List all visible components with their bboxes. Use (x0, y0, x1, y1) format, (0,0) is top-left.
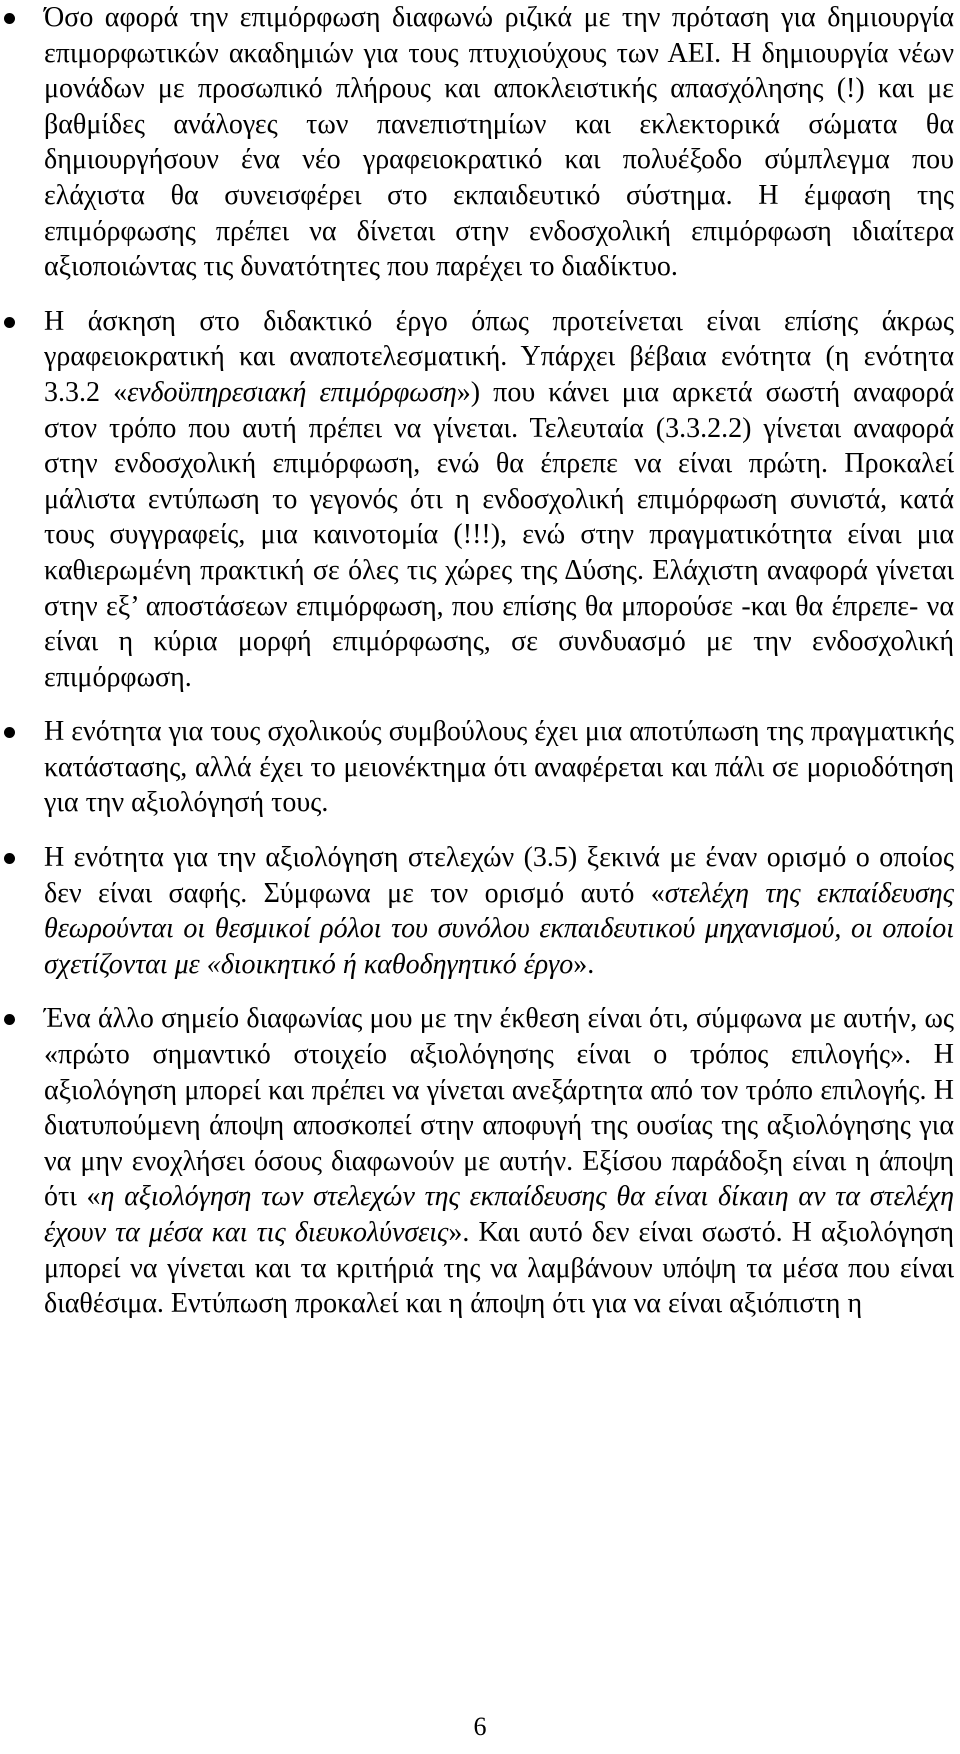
bullet-dot-icon (4, 13, 15, 24)
bullet-text (44, 1001, 954, 1321)
text-segment: Η άσκηση στο διδακτικό έργο όπως προτείνεται είναι επίσης άκρως γραφειοκρατική και αναποτελεσματική. Υπάρχει βέβαια ενότητα (η ενότητα 3.3.2 « (44, 305, 954, 408)
bullet-text (44, 840, 954, 982)
text-segment: ». (573, 948, 595, 980)
page-number: 6 (473, 1712, 487, 1741)
bullet-item-executive-evaluation (0, 840, 960, 982)
bullet-item-teaching-practice (0, 304, 960, 696)
bullet-dot-icon (4, 317, 15, 328)
italic-text-segment: η αξιολόγηση των στελεχών της εκπαίδευσης θα είναι δίκαιη αν τα στελέχη έχουν τα μέσα και τις διευκολύνσεις (44, 1181, 954, 1248)
text-segment: Η ενότητα για την αξιολόγηση στελεχών (3.5) ξεκινά με έναν ορισμό ο οποίος δεν είναι σαφής. Σύμφωνα με τον ορισμό αυτό « (44, 842, 954, 909)
text-segment: Όσο αφορά την επιμόρφωση διαφωνώ ριζικά με την πρόταση για δημιουργία επιμορφωτικών ακαδημιών για τους πτυχιούχους των ΑΕΙ. Η δημιουργία νέων μονάδων με προσωπικό πλήρους και αποκλειστικής απασχόλησης (!) και με βαθμίδες ανάλογες των πανεπιστημίων και εκλεκτορικά σώματα θα δημιουργήσουν ένα νέο γραφειοκρατικό και πολυέξοδο σύμπλεγμα που ελάχιστα θα συνεισφέρει στο εκπαιδευτικό σύστημα. Η έμφαση της επιμόρφωσης πρέπει να δίνεται στην ενδοσχολική επιμόρφωση ιδιαίτερα αξιοποιώντας τις δυνατότητες που παρέχει το διαδίκτυο. (44, 2, 954, 283)
text-segment: ». Και αυτό δεν είναι σωστό. Η αξιολόγηση μπορεί να γίνεται και τα κριτήριά της να λαμβάνουν υπόψη τα μέσα που είναι διαθέσιμα. Εντύπωση προκαλεί και η άποψη ότι για να είναι αξιόπιστη η (44, 1217, 954, 1320)
bullet-item-adult-education (0, 0, 960, 285)
text-segment: ») που κάνει μια αρκετά σωστή αναφορά στον τρόπο που αυτή πρέπει να γίνεται. Τελευταία (3.3.2.2) γίνεται αναφορά στην ενδοσχολική επιμόρφωση, ενώ θα έπρεπε να είναι πρώτη. Προκαλεί μάλιστα εντύπωση το γεγονός ότι η ενδοσχολική επιμόρφωση συνιστά, κατά τους συγγραφείς, μια καινοτομία (!!!), ενώ στην πραγματικότητα είναι μια καθιερωμένη πρακτική σε όλες τις χώρες της Δύσης. Ελάχιστη αναφορά γίνεται στην εξ’ αποστάσεων επιμόρφωση, που επίσης θα μπορούσε -και θα έπρεπε- να είναι η κύρια μορφή επιμόρφωσης, σε συνδυασμό με την ενδοσχολική επιμόρφωση. (44, 376, 954, 693)
bullet-text (44, 0, 954, 285)
bullet-dot-icon (4, 1014, 15, 1025)
bullet-dot-icon (4, 727, 15, 738)
bullet-text (44, 304, 954, 696)
italic-text-segment: ενδοϋπηρεσιακή επιμόρφωση (127, 376, 457, 408)
text-segment: Ένα άλλο σημείο διαφωνίας μου με την έκθεση είναι ότι, σύμφωνα με αυτήν, ως «πρώτο σημαντικό στοιχείο αξιολόγησης είναι ο τρόπος επιλογής». Η αξιολόγηση μπορεί και πρέπει να γίνεται ανεξάρτητα από τον τρόπο επιλογής. Η διατυπούμενη άποψη αποσκοπεί στην αποφυγή της ουσίας της αξιολόγησης για να μην ενοχλήσει όσους διαφωνούν με αυτήν. Εξίσου παράδοξη είναι η άποψη ότι « (44, 1003, 954, 1213)
bullet-text (44, 714, 954, 821)
bullet-item-school-advisors (0, 714, 960, 821)
bullet-dot-icon (4, 853, 15, 864)
bullet-item-disagreement (0, 1001, 960, 1321)
text-segment: Η ενότητα για τους σχολικούς συμβούλους έχει μια αποτύπωση της πραγματικής κατάστασης, αλλά έχει το μειονέκτημα ότι αναφέρεται και πάλι σε μοριοδότηση για την αξιολόγησή τους. (44, 716, 954, 819)
italic-text-segment: στελέχη της εκπαίδευσης θεωρούνται οι θεσμικοί ρόλοι του συνόλου εκπαιδευτικού μηχανισμού, οι οποίοι σχετίζονται με «διοικητικό ή καθοδηγητικό έργο (44, 877, 954, 980)
